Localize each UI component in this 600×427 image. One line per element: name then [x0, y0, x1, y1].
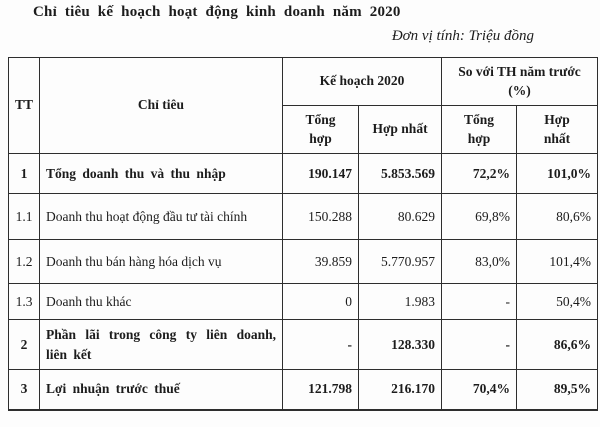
cell-tong-hop: 121.798 — [283, 370, 359, 410]
cell-label: Doanh thu khác — [40, 284, 283, 320]
cell-hop-nhat-pct: 86,6% — [517, 320, 598, 370]
cell-tong-hop: - — [283, 320, 359, 370]
cell-hop-nhat: 216.170 — [359, 370, 442, 410]
cell-hop-nhat: 80.629 — [359, 194, 442, 240]
table-row-1-1 — [9, 194, 598, 240]
col-header-hop-nhat-sovoi — [517, 106, 598, 154]
table-row-1 — [9, 154, 598, 194]
cell-label: Phần lãi trong công ty liên doanh, liên kết — [40, 320, 283, 370]
cell-label: Doanh thu bán hàng hóa dịch vụ — [40, 240, 283, 284]
cell-tong-hop-pct: - — [442, 320, 517, 370]
unit-note: Đơn vị tính: Triệu đồng — [391, 28, 534, 44]
header-label: Tổng hợp — [464, 112, 495, 146]
col-header-hop-nhat-kehoach: Hợp nhất — [359, 106, 442, 154]
cell-tt: 1 — [9, 154, 40, 194]
header-label: Hợp nhất — [543, 112, 571, 146]
cell-tt: 2 — [9, 320, 40, 370]
cell-tong-hop: 0 — [283, 284, 359, 320]
cell-hop-nhat-pct: 89,5% — [517, 370, 598, 410]
col-header-tong-hop-sovoi — [442, 106, 517, 154]
business-plan-table — [8, 57, 598, 411]
cell-hop-nhat: 1.983 — [359, 284, 442, 320]
cell-tong-hop-pct: 72,2% — [442, 154, 517, 194]
cell-hop-nhat-pct: 80,6% — [517, 194, 598, 240]
cell-hop-nhat: 5.770.957 — [359, 240, 442, 284]
col-group-so-voi-th: So với TH năm trước (%) — [442, 58, 598, 106]
cell-tong-hop: 190.147 — [283, 154, 359, 194]
cell-tt: 1.1 — [9, 194, 40, 240]
cell-tong-hop-pct: 83,0% — [442, 240, 517, 284]
cell-hop-nhat-pct: 50,4% — [517, 284, 598, 320]
cell-tong-hop-pct: - — [442, 284, 517, 320]
table-header — [9, 58, 598, 154]
cell-hop-nhat: 5.853.569 — [359, 154, 442, 194]
table-row-2 — [9, 320, 598, 370]
header-row-groups — [9, 58, 598, 106]
cell-hop-nhat: 128.330 — [359, 320, 442, 370]
cell-tong-hop: 150.288 — [283, 194, 359, 240]
table-body — [9, 154, 598, 410]
cell-tong-hop-pct: 69,8% — [442, 194, 517, 240]
col-header-tong-hop-kehoach — [283, 106, 359, 154]
cell-tt: 3 — [9, 370, 40, 410]
table-row-3 — [9, 370, 598, 410]
cell-label: Lợi nhuận trước thuế — [40, 370, 283, 410]
cell-tong-hop-pct: 70,4% — [442, 370, 517, 410]
cell-tt: 1.2 — [9, 240, 40, 284]
cell-tt: 1.3 — [9, 284, 40, 320]
cell-label: Doanh thu hoạt động đầu tư tài chính — [40, 194, 283, 240]
cell-tong-hop: 39.859 — [283, 240, 359, 284]
header-label: Tổng hợp — [305, 112, 336, 146]
col-header-tt: TT — [9, 58, 40, 154]
col-header-chi-tieu: Chỉ tiêu — [40, 58, 283, 154]
cell-hop-nhat-pct: 101,4% — [517, 240, 598, 284]
cell-label: Tổng doanh thu và thu nhập — [40, 154, 283, 194]
cell-hop-nhat-pct: 101,0% — [517, 154, 598, 194]
col-group-ke-hoach-2020: Kế hoạch 2020 — [283, 58, 442, 106]
page-title: Chỉ tiêu kế hoạch hoạt động kinh doanh năm 2020 — [33, 4, 401, 20]
table-row-1-2 — [9, 240, 598, 284]
table-row-1-3 — [9, 284, 598, 320]
